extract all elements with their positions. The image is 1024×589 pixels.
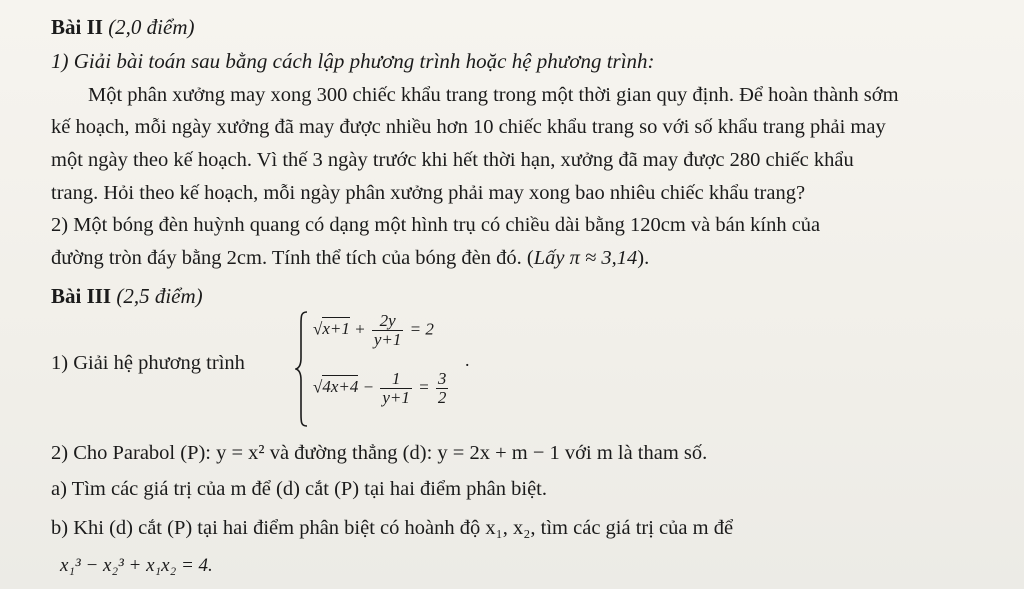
eq1-sqrt: x+1 (322, 319, 350, 339)
s2-q2-line2 (51, 245, 649, 271)
eq2-denominator: y+1 (382, 388, 410, 407)
eq2-equals: = (418, 377, 430, 397)
eq2-rhs-fraction (436, 370, 449, 407)
eq2-minus: − (362, 377, 375, 397)
section-2-heading: Bài II (51, 15, 103, 39)
equation-system (295, 310, 485, 428)
section-3-heading: Bài III (51, 284, 112, 308)
eq1-numerator: 2y (372, 312, 404, 331)
eq2-fraction (380, 370, 412, 407)
eq2-numerator: 1 (380, 370, 412, 389)
s3-qa-line: a) Tìm các giá trị của m để (d) cắt (P) tại hai điểm phân biệt. (51, 478, 547, 500)
s2-q1-line4: trang. Hỏi theo kế hoạch, mỗi ngày phân xưởng phải may xong bao nhiêu chiếc khẩu trang? (51, 182, 806, 204)
s3-qb-line: b) Khi (d) cắt (P) tại hai điểm phân biệt có hoành độ x₁, x₂, tìm các giá trị của m để (51, 517, 734, 539)
s2-q1-line1: Một phân xưởng may xong 300 chiếc khẩu trang trong một thời gian quy định. Để hoàn thành sớm (88, 84, 899, 106)
eq2-sqrt: 4x+4 (322, 377, 359, 397)
s2-q1-line3: một ngày theo kế hoạch. Vì thế 3 ngày trước khi hết thời hạn, xưởng đã may được 280 chiếc khẩu (51, 149, 854, 171)
section-3-header (51, 283, 203, 309)
eq2-rhs-denominator: 2 (437, 388, 447, 407)
section-2-header (51, 14, 195, 40)
s2-q1-intro: 1) Giải bài toán sau bằng cách lập phương trình hoặc hệ phương trình: (51, 49, 655, 73)
eq1-fraction (372, 312, 404, 349)
s3-q2-line: 2) Cho Parabol (P): y = x² và đường thẳng (d): y = 2x + m − 1 với m là tham số. (51, 442, 708, 464)
s2-q2-line2-end: ). (637, 247, 650, 269)
eq1-rhs: = 2 (409, 319, 434, 339)
section-3-points: (2,5 điểm) (116, 284, 203, 308)
s3-qb-condition: x₁³ − x₂³ + x₁x₂ = 4. (60, 555, 213, 576)
equation-2: √4x+4 − $\frac{1}{y+1}$ = $\frac{3}{2}$ (313, 369, 447, 407)
eq1-plus: + (354, 319, 366, 339)
s3-q1-label: 1) Giải hệ phương trình (51, 352, 245, 374)
s2-q2-pi-approx: Lấy π ≈ 3,14 (533, 247, 638, 269)
s2-q2-line1: 2) Một bóng đèn huỳnh quang có dạng một hình trụ có chiều dài bằng 120cm và bán kính của (51, 214, 821, 236)
eq2-rhs-numerator: 3 (437, 369, 447, 388)
section-2-points: (2,0 điểm) (108, 15, 195, 39)
equation-1: √x+1 + $\frac{2y}{y+1}$ = 2 (313, 311, 434, 349)
eq1-denominator: y+1 (373, 330, 402, 349)
s2-q1-line2: kế hoạch, mỗi ngày xưởng đã may được nhiều hơn 10 chiếc khẩu trang so với số khẩu trang phải may (51, 116, 886, 138)
left-brace-icon (295, 310, 309, 428)
s2-q2-line2-text: đường tròn đáy bằng 2cm. Tính thể tích của bóng đèn đó. ( (51, 247, 534, 269)
system-period: . (465, 350, 470, 370)
